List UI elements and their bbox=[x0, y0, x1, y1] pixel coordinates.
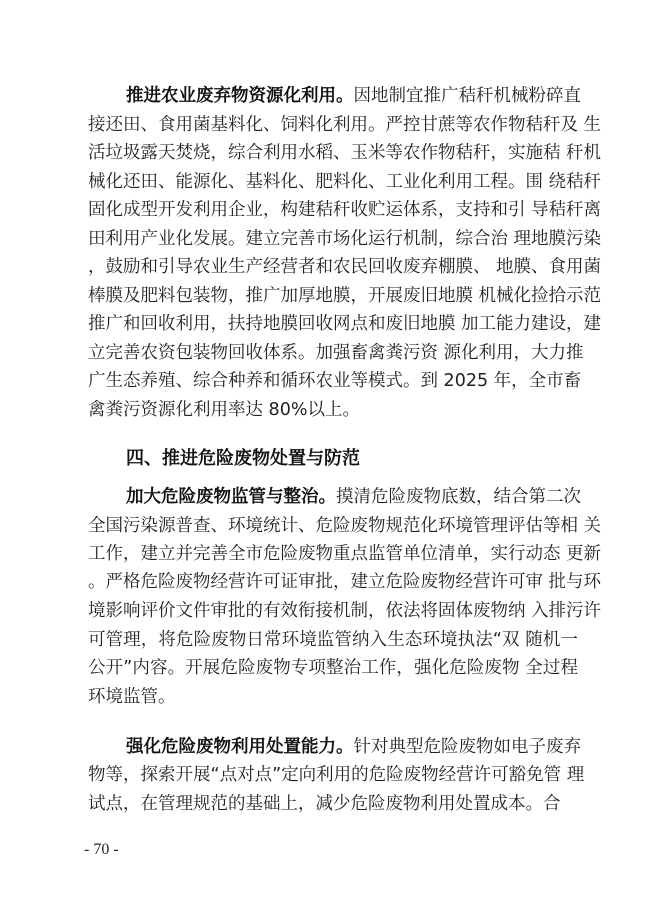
paragraph-line: 试点，在管理规范的基础上，减少危险废物利用处置成本。合 bbox=[88, 794, 561, 814]
paragraph-line: 公开”内容。开展危险废物专项整治工作，强化危险废物 全过程 bbox=[88, 658, 578, 678]
paragraph-lead: 推进农业废弃物资源化利用。 bbox=[126, 86, 354, 106]
paragraph-line: 工作，建立并完善全市危险废物重点监管单位清单，实行动态 更新 bbox=[88, 544, 602, 564]
paragraph-line: 全国污染源普查、环境统计、危险废物规范化环境管理评估等相 关 bbox=[88, 516, 602, 536]
paragraph-line: ，鼓励和引导农业生产经营者和农民回收废弃棚膜、 地膜、食用菌 bbox=[88, 257, 602, 277]
paragraph-line: 田利用产业化发展。建立完善市场化运行机制，综合治 理地膜污染 bbox=[88, 229, 602, 249]
paragraph-lead: 加大危险废物监管与整治。 bbox=[126, 487, 336, 507]
paragraph-line: 物等，探索开展“点对点”定向利用的危险废物经营许可豁免管 理 bbox=[88, 765, 585, 785]
paragraph-line: 械化还田、能源化、基料化、肥料化、工业化利用工程。围 绕秸秆 bbox=[88, 172, 602, 192]
paragraph-line: 环境监管。 bbox=[88, 687, 176, 707]
section-heading: 四、推进危险废物处置与防范 bbox=[126, 448, 360, 469]
paragraph-line: 禽粪污资源化利用率达 80%以上。 bbox=[88, 400, 360, 420]
paragraph-line: 加大危险废物监管与整治。摸清危险废物底数，结合第二次 bbox=[126, 487, 581, 507]
paragraph-line: 活垃圾露天焚烧，综合利用水稻、玉米等农作物秸秆，实施秸 秆机 bbox=[88, 143, 602, 163]
paragraph-line: 境影响评价文件审批的有效衔接机制，依法将固体废物纳 入排污许 bbox=[88, 601, 602, 621]
page-number: - 70 - bbox=[84, 841, 119, 858]
paragraph-line: 立完善农资包装物回收体系。加强畜禽粪污资 源化利用，大力推 bbox=[88, 343, 584, 363]
paragraph-line: 棒膜及肥料包装物，推广加厚地膜，开展废旧地膜 机械化捡拾示范 bbox=[88, 286, 602, 306]
paragraph-lead: 强化危险废物利用处置能力。 bbox=[126, 737, 354, 757]
paragraph-line: 。严格危险废物经营许可证审批，建立危险废物经营许可审 批与环 bbox=[88, 572, 602, 592]
paragraph-line: 接还田、食用菌基料化、饲料化利用。严控甘蔗等农作物秸秆及 生 bbox=[88, 115, 602, 135]
paragraph-line: 固化成型开发利用企业，构建秸秆收贮运体系，支持和引 导秸秆离 bbox=[88, 200, 602, 220]
paragraph-line: 可管理，将危险废物日常环境监管纳入生态环境执法“双 随机一 bbox=[88, 630, 578, 650]
paragraph-line: 强化危险废物利用处置能力。针对典型危险废物如电子废弃 bbox=[126, 737, 581, 757]
paragraph-line: 广生态养殖、综合种养和循环农业等模式。到 2025 年，全市畜 bbox=[88, 371, 582, 391]
paragraph-line: 推广和回收利用，扶持地膜回收网点和废旧地膜 加工能力建设，建 bbox=[88, 314, 602, 334]
paragraph-line: 推进农业废弃物资源化利用。因地制宜推广秸秆机械粉碎直 bbox=[126, 86, 581, 106]
